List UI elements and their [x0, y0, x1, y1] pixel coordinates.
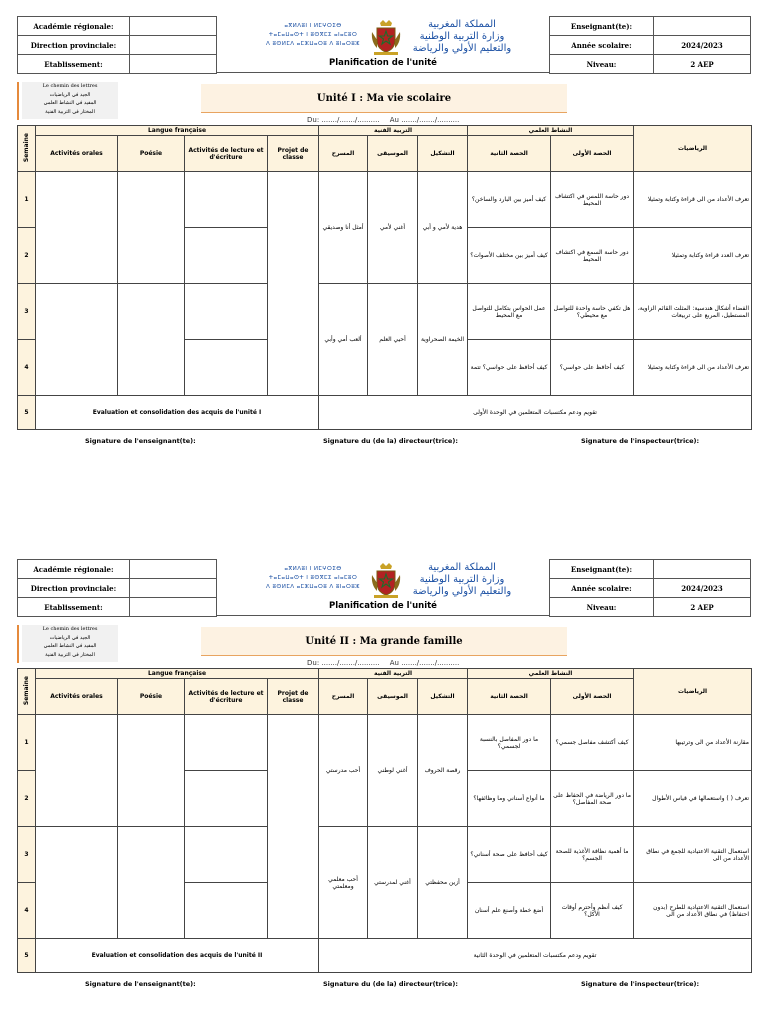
- science1-cell: هل تكفي حاسة واحدة للتواصل مع محيطي؟: [551, 284, 634, 340]
- book-references: [22, 625, 118, 662]
- arabic-line: والتعليم الأولي والرياضة: [412, 586, 512, 597]
- lecture-cell[interactable]: [185, 883, 268, 939]
- enseignant-value: [654, 560, 751, 579]
- evaluation-ar: تقويم ودعم مكتسبات المتعلمين في الوحدة الثانية: [319, 939, 752, 973]
- moroccan-coat-of-arms-icon: [371, 20, 401, 56]
- tifinagh-line: ⵜⴰⵎⴰⵡⴰⵙⵜ ⵏ ⵓⵙⴳⵎⵉ ⴰⵏⴰⵎⵓⵔ: [268, 32, 358, 38]
- evaluation-row: [18, 396, 752, 430]
- week-number: 3: [18, 827, 36, 883]
- lecture-cell[interactable]: [185, 228, 268, 284]
- date-to: Au ......./......./..........: [389, 116, 460, 124]
- book-reference: المفيد في النشاط العلمي: [43, 643, 97, 649]
- planning-grid: [17, 125, 752, 430]
- teacher-signature-label: Signature de l'enseignant(te):: [85, 980, 196, 988]
- book-reference: المختار في التربية الفنية: [45, 651, 95, 658]
- tifinagh-ministry-name: [264, 22, 362, 49]
- arabic-line: والتعليم الأولي والرياضة: [412, 43, 512, 54]
- semaine-label: Semaine: [23, 675, 30, 706]
- theatre-header: المسرح: [319, 679, 368, 715]
- science2-cell: كيف أميز بين البارد والساخن؟: [468, 172, 551, 228]
- lecture-cell[interactable]: [185, 771, 268, 827]
- planning-grid: [17, 668, 752, 973]
- tachkil-header: التشكيل: [418, 136, 468, 172]
- theatre-cell: أحب مدرستي: [319, 715, 368, 827]
- tifinagh-line: ⴰⴳⵍⴷⵓⵏ ⵏ ⵍⵎⵖⵔⵉⴱ: [284, 23, 342, 29]
- week-row: [18, 827, 752, 883]
- poesie-header: Poésie: [118, 679, 185, 715]
- week-row: [18, 284, 752, 340]
- annee-label: Année scolaire:: [550, 579, 654, 598]
- langue-header: Langue française: [36, 126, 319, 136]
- book-references: [22, 82, 118, 119]
- science1-cell: كيف أحافظ على حواسي؟: [551, 340, 634, 396]
- arabic-ministry-name: [403, 19, 521, 55]
- direction-label: Direction provinciale:: [18, 36, 130, 55]
- etablissement-value: [130, 598, 217, 617]
- projet-cell[interactable]: [268, 172, 319, 396]
- enseignant-value: [654, 17, 751, 36]
- math-cell: الفضاء أشكال هندسية: المثلث القائم الزاوية، المستطيل، المربع على تربيعات: [634, 284, 752, 340]
- date-to: Au ......./......./..........: [389, 659, 460, 667]
- theatre-cell: أحب معلمي ومعلمتي: [319, 827, 368, 939]
- evaluation-row: [18, 939, 752, 973]
- poesie-cell[interactable]: [118, 715, 185, 827]
- direction-value: [130, 579, 217, 598]
- week-number: 2: [18, 228, 36, 284]
- science-header: النشاط العلمي: [468, 126, 634, 136]
- niveau-value: 2 AEP: [654, 598, 751, 617]
- document-header: [17, 559, 751, 616]
- unit-plan-sheet: [17, 559, 751, 1000]
- science1-cell: دور حاسة السمع في اكتشاف المحيط: [551, 228, 634, 284]
- tifinagh-ministry-name: [264, 565, 362, 592]
- tifinagh-line: ⴷ ⵓⵙⵍⵎⴷ ⴰⵎⵣⵡⴰⵔⵓ ⴷ ⵓⵏⴰⵔⵓⵣ: [266, 41, 360, 47]
- unit-banner: [17, 624, 751, 680]
- musique-header: الموسيقى: [368, 136, 418, 172]
- date-from: Du: ......./......./..........: [307, 659, 380, 667]
- oral-header: Activités orales: [36, 679, 118, 715]
- lecture-header: Activités de lecture et d'écriture: [185, 136, 268, 172]
- music-cell: أحيي العلم: [368, 284, 418, 396]
- accent-bar: [17, 82, 19, 120]
- semaine-label: Semaine: [23, 132, 30, 163]
- science2-cell: ما أنواع أسناني وما وظائفها؟: [468, 771, 551, 827]
- unit-plan-sheet: [17, 16, 751, 457]
- niveau-value: 2 AEP: [654, 55, 751, 74]
- projet-header: Projet de classe: [268, 679, 319, 715]
- inspector-signature-label: Signature de l'inspecteur(trice):: [581, 437, 700, 445]
- tifinagh-line: ⵜⴰⵎⴰⵡⴰⵙⵜ ⵏ ⵓⵙⴳⵎⵉ ⴰⵏⴰⵎⵓⵔ: [268, 575, 358, 581]
- evaluation-ar: تقويم ودعم مكتسبات المتعلمين في الوحدة الأولى: [319, 396, 752, 430]
- date-range: [307, 659, 467, 667]
- science2-cell: كيف أحافظ على حواسي؟ تتمة: [468, 340, 551, 396]
- enseignant-label: Enseignant(te):: [550, 17, 654, 36]
- math-header: الرياضيات: [634, 126, 752, 172]
- math-cell: تعرف العدد قراءة وكتابة وتمثيلا: [634, 228, 752, 284]
- math-cell: تعرف الأعداد من الى قراءة وكتابة وتمثيلا: [634, 340, 752, 396]
- week-number: 5: [18, 396, 36, 430]
- seance1-header: الحصة الأولى: [551, 136, 634, 172]
- science1-cell: ما أهمية نظافة الأغذية للصحة الجسم؟: [551, 827, 634, 883]
- arabic-line: وزارة التربية الوطنية: [419, 574, 505, 585]
- plan-title: Planification de l'unité: [329, 601, 437, 611]
- music-cell: أغني لمدرستي: [368, 827, 418, 939]
- theatre-cell: ألعب أمي وأبي: [319, 284, 368, 396]
- math-cell: استعمال التقنية الاعتيادية للطرح (بدون احتفاظ) في نطاق الأعداد من الى: [634, 883, 752, 939]
- theatre-cell: أمثل أنا وصديقي: [319, 172, 368, 284]
- arabic-line: المملكة المغربية: [428, 562, 496, 573]
- evaluation-fr: Evaluation et consolidation des acquis de l'unité I: [36, 396, 319, 430]
- lecture-cell[interactable]: [185, 340, 268, 396]
- accent-bar: [17, 625, 19, 663]
- director-signature-label: Signature du (de la) directeur(trice):: [323, 437, 458, 445]
- oral-cell[interactable]: [36, 284, 118, 396]
- week-number: 5: [18, 939, 36, 973]
- book-reference: الجيد في الرياضيات: [49, 91, 91, 98]
- poesie-header: Poésie: [118, 136, 185, 172]
- school-info-table: [17, 559, 217, 617]
- enseignant-label: Enseignant(te):: [550, 560, 654, 579]
- week-number: 4: [18, 340, 36, 396]
- poesie-cell[interactable]: [118, 284, 185, 396]
- etablissement-value: [130, 55, 217, 74]
- week-row: [18, 715, 752, 771]
- tachkil-cell: الخيمة الصحراوية: [418, 284, 468, 396]
- science1-cell: ما دور الرياضة في الحفاظ على صحة المفاصل؟: [551, 771, 634, 827]
- projet-header: Projet de classe: [268, 136, 319, 172]
- science2-cell: كيف أحافظ على صحة أسناني؟: [468, 827, 551, 883]
- direction-label: Direction provinciale:: [18, 579, 130, 598]
- week-number: 1: [18, 172, 36, 228]
- math-cell: استعمال التقنية الاعتيادية للجمع في نطاق الأعداد من الى: [634, 827, 752, 883]
- moroccan-coat-of-arms-icon: [371, 563, 401, 599]
- book-reference: Le chemin des lettres: [42, 626, 98, 632]
- unit-banner: [17, 81, 751, 137]
- tifinagh-line: ⴰⴳⵍⴷⵓⵏ ⵏ ⵍⵎⵖⵔⵉⴱ: [284, 566, 342, 572]
- lecture-cell[interactable]: [185, 715, 268, 771]
- week-number: 2: [18, 771, 36, 827]
- annee-value: 2024/2023: [654, 36, 751, 55]
- tifinagh-line: ⴷ ⵓⵙⵍⵎⴷ ⴰⵎⵣⵡⴰⵔⵓ ⴷ ⵓⵏⴰⵔⵓⵣ: [266, 584, 360, 590]
- week-number: 1: [18, 715, 36, 771]
- theatre-header: المسرح: [319, 136, 368, 172]
- arabic-line: المملكة المغربية: [428, 19, 496, 30]
- science2-cell: عمل الحواس بتكامل للتواصل مع المحيط: [468, 284, 551, 340]
- week-row: [18, 172, 752, 228]
- langue-header: Langue française: [36, 669, 319, 679]
- science2-cell: أضع خطة وأصنع علم أسنان: [468, 883, 551, 939]
- academie-label: Académie régionale:: [18, 560, 130, 579]
- week-number: 3: [18, 284, 36, 340]
- seance2-header: الحصة الثانية: [468, 136, 551, 172]
- direction-value: [130, 36, 217, 55]
- etablissement-label: Etablissement:: [18, 55, 130, 74]
- unit-title: Unité II : Ma grande famille: [201, 627, 567, 656]
- ministry-header: [217, 16, 549, 73]
- book-reference: Le chemin des lettres: [42, 83, 98, 89]
- teacher-info-table: [549, 559, 751, 617]
- academie-value: [130, 560, 217, 579]
- lecture-cell[interactable]: [185, 827, 268, 883]
- week-number: 4: [18, 883, 36, 939]
- tachkil-cell: رقصة الحروف: [418, 715, 468, 827]
- science1-cell: كيف أكتشف مفاصل جسمي؟: [551, 715, 634, 771]
- math-cell: مقارنة الأعداد من الى وترتيبها: [634, 715, 752, 771]
- lecture-cell[interactable]: [185, 172, 268, 228]
- tachkil-header: التشكيل: [418, 679, 468, 715]
- signature-row: [17, 980, 751, 1000]
- arts-header: التربية الفنية: [319, 669, 468, 679]
- book-reference: الجيد في الرياضيات: [49, 634, 91, 641]
- poesie-cell[interactable]: [118, 172, 185, 284]
- date-from: Du: ......./......./..........: [307, 116, 380, 124]
- arabic-ministry-name: [403, 562, 521, 598]
- musique-header: الموسيقى: [368, 679, 418, 715]
- science1-cell: دور حاسة اللمس في اكتشاف المحيط: [551, 172, 634, 228]
- annee-label: Année scolaire:: [550, 36, 654, 55]
- music-cell: أغني لأمي: [368, 172, 418, 284]
- teacher-signature-label: Signature de l'enseignant(te):: [85, 437, 196, 445]
- oral-header: Activités orales: [36, 136, 118, 172]
- lecture-header: Activités de lecture et d'écriture: [185, 679, 268, 715]
- seance2-header: الحصة الثانية: [468, 679, 551, 715]
- lecture-cell[interactable]: [185, 284, 268, 340]
- science2-cell: ما دور المفاصل بالنسبة لجسمي؟: [468, 715, 551, 771]
- book-reference: المختار في التربية الفنية: [45, 108, 95, 115]
- music-cell: أغني لوطني: [368, 715, 418, 827]
- niveau-label: Niveau:: [550, 55, 654, 74]
- signature-row: [17, 437, 751, 457]
- science2-cell: كيف أميز بين مختلف الأصوات؟: [468, 228, 551, 284]
- teacher-info-table: [549, 16, 751, 74]
- academie-label: Académie régionale:: [18, 17, 130, 36]
- plan-title: Planification de l'unité: [329, 58, 437, 68]
- school-info-table: [17, 16, 217, 74]
- inspector-signature-label: Signature de l'inspecteur(trice):: [581, 980, 700, 988]
- science1-cell: كيف أنظم وأحترم أوقات الأكل؟: [551, 883, 634, 939]
- projet-cell[interactable]: [268, 715, 319, 939]
- niveau-label: Niveau:: [550, 598, 654, 617]
- tachkil-cell: هدية لأمي و أبي: [418, 172, 468, 284]
- seance1-header: الحصة الأولى: [551, 679, 634, 715]
- oral-cell[interactable]: [36, 172, 118, 284]
- math-cell: تعرف الأعداد من الى قراءة وكتابة وتمثيلا: [634, 172, 752, 228]
- ministry-header: [217, 559, 549, 616]
- date-range: [307, 116, 467, 124]
- math-header: الرياضيات: [634, 669, 752, 715]
- annee-value: 2024/2023: [654, 579, 751, 598]
- document-header: [17, 16, 751, 73]
- evaluation-fr: Evaluation et consolidation des acquis de l'unité II: [36, 939, 319, 973]
- book-reference: المفيد في النشاط العلمي: [43, 100, 97, 106]
- arts-header: التربية الفنية: [319, 126, 468, 136]
- oral-cell[interactable]: [36, 827, 118, 939]
- unit-title: Unité I : Ma vie scolaire: [201, 84, 567, 113]
- tachkil-cell: أزين محفظتي: [418, 827, 468, 939]
- academie-value: [130, 17, 217, 36]
- science-header: النشاط العلمي: [468, 669, 634, 679]
- oral-cell[interactable]: [36, 715, 118, 827]
- director-signature-label: Signature du (de la) directeur(trice):: [323, 980, 458, 988]
- arabic-line: وزارة التربية الوطنية: [419, 31, 505, 42]
- poesie-cell[interactable]: [118, 827, 185, 939]
- etablissement-label: Etablissement:: [18, 598, 130, 617]
- math-cell: تعرف ( ) واستعمالها في قياس الأطوال: [634, 771, 752, 827]
